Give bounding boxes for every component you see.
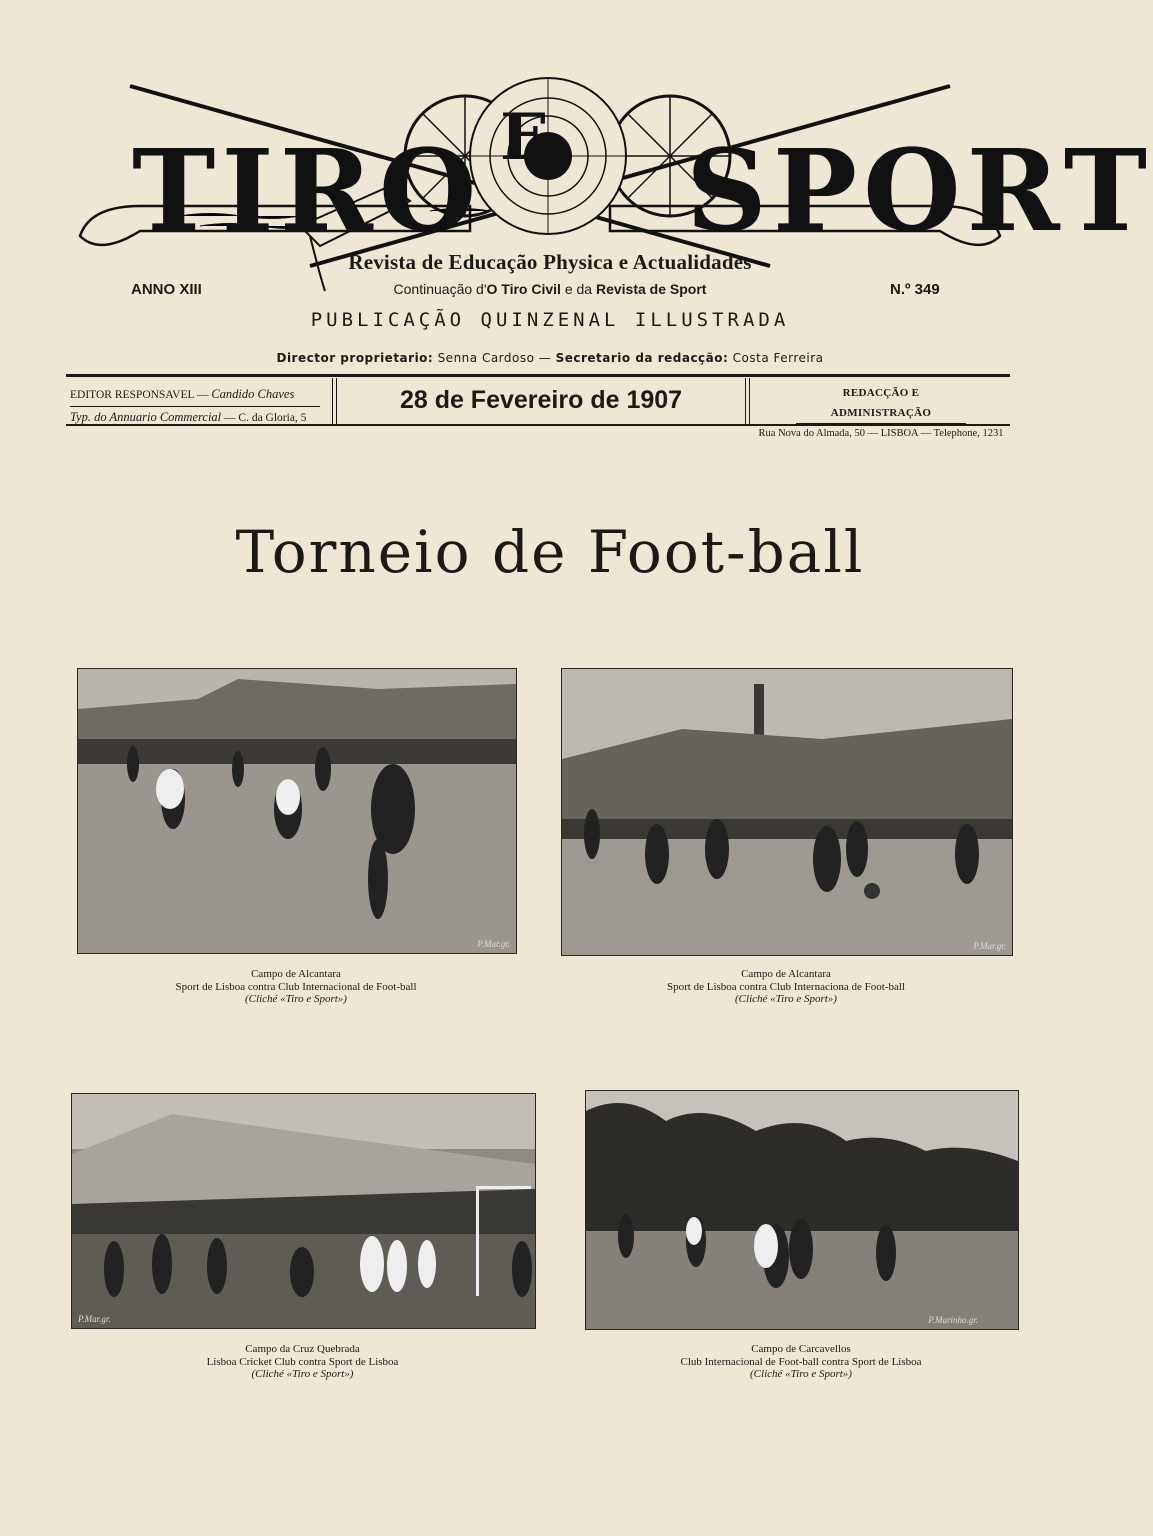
- secretario-name: Costa Ferreira: [732, 351, 824, 365]
- photo-alcantara-2: [561, 668, 1013, 956]
- photo-caption: [561, 968, 1011, 1006]
- continuation-mid: e da: [560, 281, 596, 297]
- caption-place: Campo da Cruz Quebrada: [245, 1343, 360, 1355]
- typography-label: Typ. do Annuario Commercial: [70, 410, 222, 424]
- masthead-subtitle: Revista de Educação Physica e Actualidades: [348, 250, 752, 274]
- photo-image: [586, 1091, 1018, 1329]
- photo-signature: P.Mar.gr.: [973, 941, 1006, 951]
- divider: [745, 378, 746, 424]
- director-line: Director proprietario: Senna Cardoso — Secretario da redacção: Costa Ferreira: [276, 351, 824, 365]
- photo-signature: P.Marinho.gr.: [928, 1315, 978, 1325]
- secretario-label: Secretario da redacção:: [555, 351, 729, 365]
- redaccao-heading: REDACÇÃO E ADMINISTRAÇÃO: [796, 383, 966, 424]
- publication-frequency: PUBLICAÇÃO QUINZENAL ILLUSTRADA: [310, 309, 790, 331]
- divider: [332, 378, 333, 424]
- divider: [336, 378, 337, 424]
- logo-e: E: [500, 100, 555, 175]
- continuation-paper-2: Revista de Sport: [595, 281, 707, 297]
- divider: [749, 378, 750, 424]
- director-name: Senna Cardoso: [437, 351, 535, 365]
- photo-image: [78, 669, 516, 953]
- typography-line: [70, 407, 330, 429]
- editor-name: Candido Chaves: [211, 387, 295, 401]
- redaccao-block: [752, 383, 1010, 444]
- editor-line: [70, 384, 320, 407]
- photo-image: [72, 1094, 535, 1328]
- caption-credit: (Cliché «Tiro e Sport»): [750, 1368, 852, 1380]
- editor-block: [70, 384, 330, 429]
- photo-signature: P.Mar.gr.: [78, 1314, 111, 1324]
- caption-place: Campo de Carcavellos: [751, 1343, 851, 1355]
- caption-credit: (Cliché «Tiro e Sport»): [245, 993, 347, 1005]
- editor-label: EDITOR RESPONSAVEL —: [70, 389, 209, 401]
- caption-match: Sport de Lisboa contra Club Internaciona de Foot-ball: [667, 980, 905, 993]
- caption-credit: (Cliché «Tiro e Sport»): [735, 993, 837, 1005]
- caption-match: Sport de Lisboa contra Club Internacional de Foot-ball: [175, 980, 417, 993]
- redaccao-address: Rua Nova do Almada, 50 — LISBOA — Telephone, 1231: [758, 428, 1004, 439]
- volume-number: ANNO XIII: [131, 281, 202, 298]
- continuation-paper-1: O Tiro Civil: [486, 281, 561, 297]
- caption-credit: (Cliché «Tiro e Sport»): [251, 1368, 354, 1380]
- caption-match: Lisboa Cricket Club contra Sport de Lisboa: [206, 1355, 399, 1368]
- photo-caption: [71, 1343, 534, 1381]
- photo-carcavellos: [585, 1090, 1019, 1330]
- photo-alcantara-1: [77, 668, 517, 954]
- photo-caption: [585, 1343, 1017, 1381]
- typography-address: — C. da Gloria, 5: [224, 412, 307, 424]
- caption-place: Campo de Alcantara: [741, 968, 831, 980]
- photo-signature: P.Mar.gr.: [477, 939, 510, 949]
- director-label: Director proprietario:: [276, 351, 434, 365]
- logo-tiro: TIRO: [132, 126, 483, 257]
- headline: Torneio de Foot-ball: [235, 518, 865, 586]
- caption-place: Campo de Alcantara: [251, 968, 341, 980]
- issue-date: 28 de Fevereiro de 1907: [399, 386, 683, 414]
- continuation-prefix: Continuação d': [393, 281, 487, 297]
- caption-match: Club Internacional de Foot-ball contra Sport de Lisboa: [680, 1355, 922, 1368]
- photo-cruz-quebrada: [71, 1093, 536, 1329]
- photo-image: [562, 669, 1012, 955]
- logo-sport: SPORT: [686, 126, 1153, 257]
- issue-number: N.º 349: [890, 281, 940, 298]
- photo-caption: [77, 968, 515, 1006]
- info-bar-top-rule: [66, 374, 1010, 377]
